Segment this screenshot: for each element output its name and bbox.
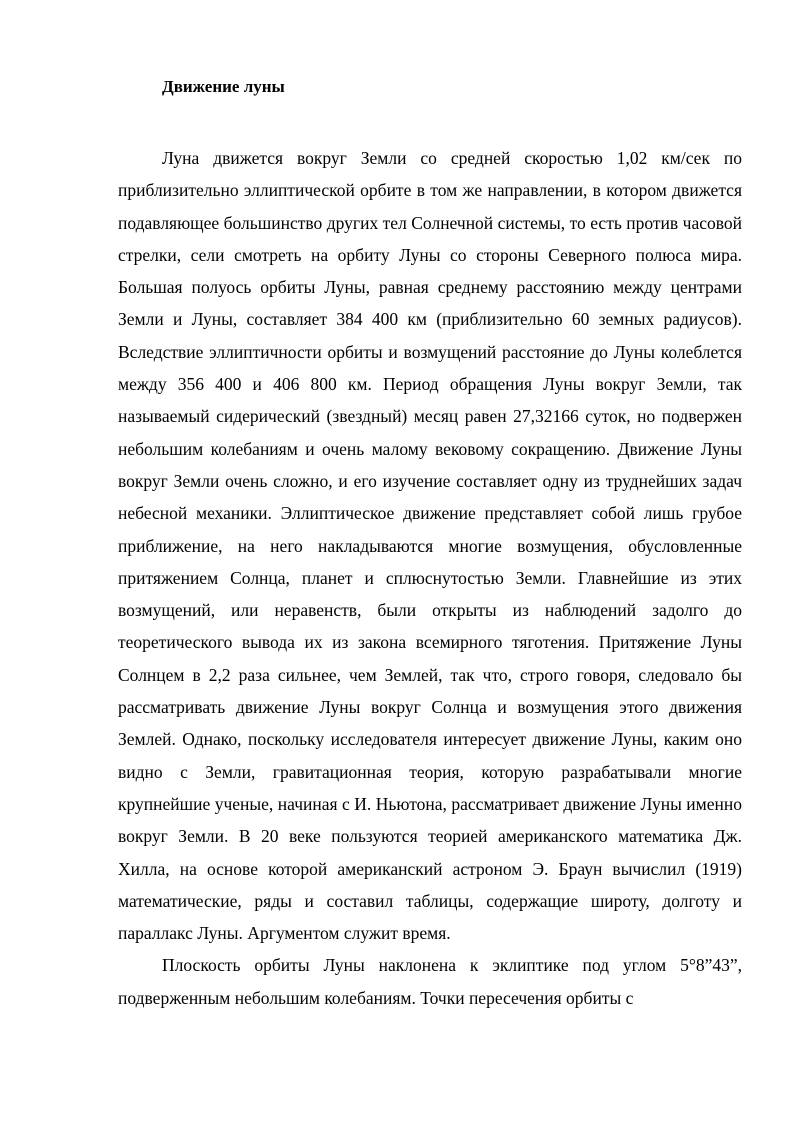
document-title: Движение луны [162,77,285,96]
paragraph-moon-motion: Луна движется вокруг Земли со средней скоростью 1,02 км/сек по приблизительно эллиптической орбите в том же направлении, в котором движется подавляющее большинство других тел Солнечной системы, то есть против часовой стрелки, сели смотреть на орбиту Луны со стороны Северного полюса мира. Большая полуось орбиты Луны, равная среднему расстоянию между центрами Земли и Луны, составляет 384 400 км (приблизительно 60 земных радиусов). Вследствие эллиптичности орбиты и возмущений расстояние до Луны колеблется между 356 400 и 406 800 км. Период обращения Луны вокруг Земли, так называемый сидерический (звездный) месяц равен 27,32166 суток, но подвержен небольшим колебаниям и очень малому вековому сокращению. Движение Луны вокруг Земли очень сложно, и его изучение составляет одну из труднейших задач небесной механики. Эллиптическое движение представляет собой лишь грубое приближение, на него накладываются многие возмущения, обусловленные притяжением Солнца, планет и сплюснутостью Земли. Главнейшие из этих возмущений, или неравенств, были открыты из наблюдений задолго до теоретического вывода их из закона всемирного тяготения. Притяжение Луны Солнцем в 2,2 раза сильнее, чем Землей, так что, строго говоря, следовало бы рассматривать движение Луны вокруг Солнца и возмущения этого движения Землей. Однако, поскольку исследователя интересует движение Луны, каким оно видно с Земли, гравитационная теория, которую разрабатывали многие крупнейшие ученые, начиная с И. Ньютона, рассматривает движение Луны именно вокруг Земли. В 20 веке пользуются теорией американского математика Дж. Хилла, на основе которой американский астроном Э. Браун вычислил (1919) математические, ряды и составил таблицы, содержащие широту, долготу и параллакс Луны. Аргументом служит время. [118,148,742,944]
paragraph-orbit-inclination: Плоскость орбиты Луны наклонена к эклиптике под углом 5°8”43”, подверженным небольшим колебаниям. Точки пересечения орбиты с [118,955,742,1008]
document-body [118,142,742,1014]
